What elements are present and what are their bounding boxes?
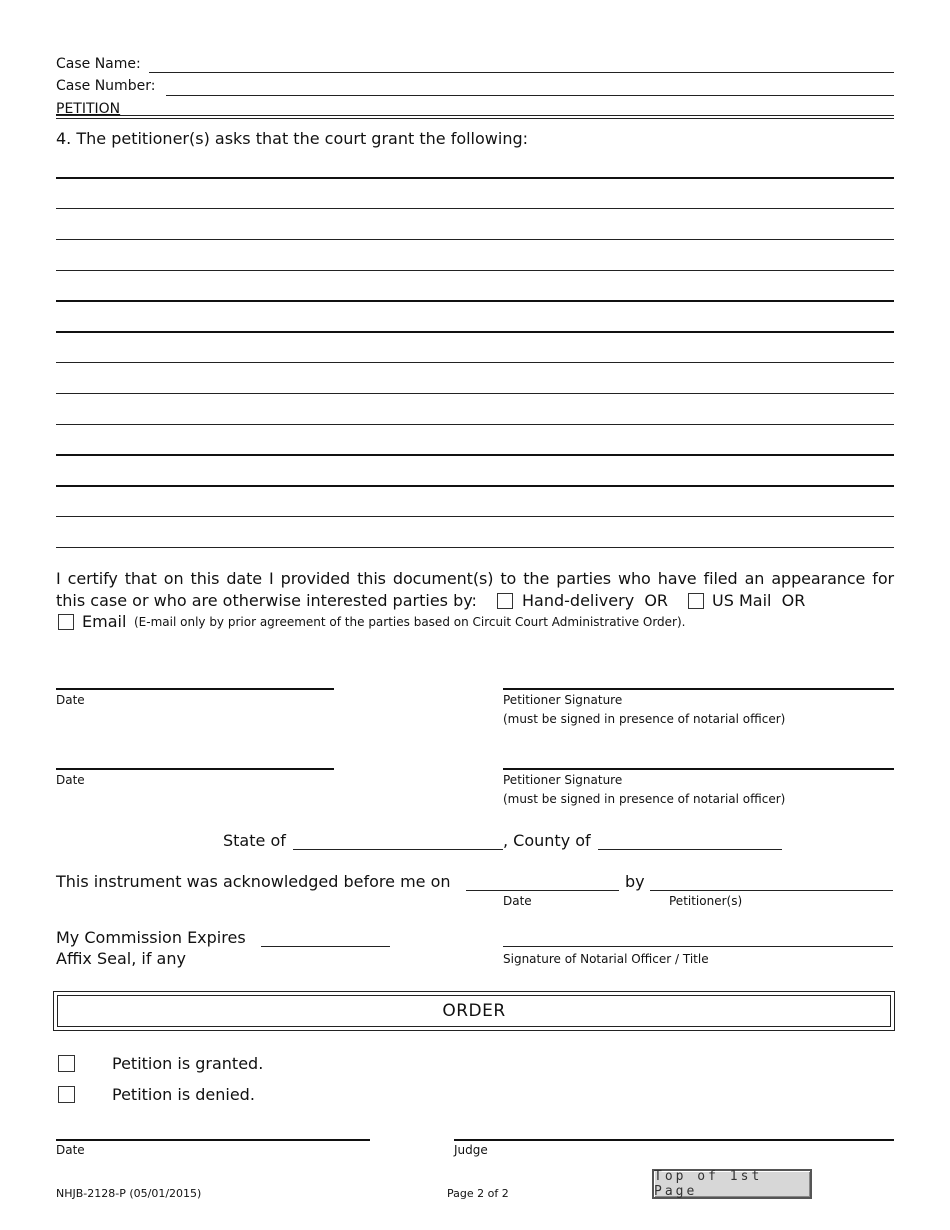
county-field[interactable] [598, 849, 782, 850]
form-id: NHJB-2128-P (05/01/2015) [56, 1187, 202, 1200]
order-box [53, 991, 895, 1031]
judge-signature-field[interactable] [454, 1139, 894, 1141]
request-line[interactable] [56, 208, 894, 209]
county-of-label: , County of [503, 831, 591, 850]
case-number-label: Case Number: [56, 78, 156, 94]
notary-note-2: (must be signed in presence of notarial officer) [503, 792, 786, 806]
us-mail-checkbox[interactable] [688, 593, 704, 609]
officer-signature-label: Signature of Notarial Officer / Title [503, 952, 709, 966]
page-number: Page 2 of 2 [447, 1187, 509, 1200]
date-label-2: Date [56, 773, 85, 787]
case-name-field[interactable] [149, 72, 894, 73]
state-field[interactable] [293, 849, 503, 850]
case-name-label: Case Name: [56, 56, 141, 72]
commission-field[interactable] [261, 946, 390, 947]
certify-line-2: this case or who are otherwise interested parties by: [56, 591, 477, 610]
officer-signature-field[interactable] [503, 946, 893, 947]
email-label: Email [82, 612, 127, 631]
request-line[interactable] [56, 300, 894, 302]
request-prompt: 4. The petitioner(s) asks that the court grant the following: [56, 129, 529, 148]
header-divider-2 [56, 118, 894, 119]
request-line[interactable] [56, 516, 894, 517]
date-field-2[interactable] [56, 768, 334, 770]
email-checkbox[interactable] [58, 614, 74, 630]
us-mail-label: US Mail OR [712, 591, 806, 610]
request-line[interactable] [56, 177, 894, 179]
request-line[interactable] [56, 362, 894, 363]
date-field-1[interactable] [56, 688, 334, 690]
petitioner-signature-field-1[interactable] [503, 688, 894, 690]
petition-denied-label: Petition is denied. [112, 1085, 255, 1104]
acknowledged-by-field[interactable] [650, 890, 893, 891]
case-number-field[interactable] [166, 95, 894, 96]
email-note: (E-mail only by prior agreement of the parties based on Circuit Court Administrative Order). [134, 615, 686, 629]
petitioners-label: Petitioner(s) [669, 894, 743, 908]
petition-denied-checkbox[interactable] [58, 1086, 75, 1103]
request-line[interactable] [56, 547, 894, 548]
commission-label: My Commission Expires [56, 928, 246, 947]
order-date-label: Date [56, 1143, 85, 1157]
hand-delivery-checkbox[interactable] [497, 593, 513, 609]
acknowledged-date-label: Date [503, 894, 532, 908]
acknowledged-label: This instrument was acknowledged before me on [56, 872, 451, 891]
request-line[interactable] [56, 454, 894, 456]
petitioner-signature-label-1: Petitioner Signature [503, 693, 623, 707]
order-title: ORDER [57, 995, 891, 1027]
request-line[interactable] [56, 424, 894, 425]
request-line[interactable] [56, 270, 894, 271]
request-line[interactable] [56, 331, 894, 333]
hand-delivery-label: Hand-delivery OR [522, 591, 669, 610]
request-line[interactable] [56, 393, 894, 394]
petitioner-signature-label-2: Petitioner Signature [503, 773, 623, 787]
petition-granted-label: Petition is granted. [112, 1054, 264, 1073]
request-line[interactable] [56, 239, 894, 240]
by-label: by [625, 872, 645, 891]
petition-granted-checkbox[interactable] [58, 1055, 75, 1072]
petitioner-signature-field-2[interactable] [503, 768, 894, 770]
order-date-field[interactable] [56, 1139, 370, 1141]
judge-label: Judge [454, 1143, 488, 1157]
header-divider-1 [56, 115, 894, 116]
notary-note-1: (must be signed in presence of notarial officer) [503, 712, 786, 726]
date-label-1: Date [56, 693, 85, 707]
certify-line-1: I certify that on this date I provided this document(s) to the parties who have filed an appearance for [56, 569, 894, 588]
state-of-label: State of [223, 831, 286, 850]
acknowledged-date-field[interactable] [466, 890, 619, 891]
request-line[interactable] [56, 485, 894, 487]
petition-section-label: PETITION [56, 101, 121, 117]
affix-seal-label: Affix Seal, if any [56, 949, 186, 968]
top-of-first-page-button[interactable]: Top of 1st Page [652, 1169, 812, 1199]
